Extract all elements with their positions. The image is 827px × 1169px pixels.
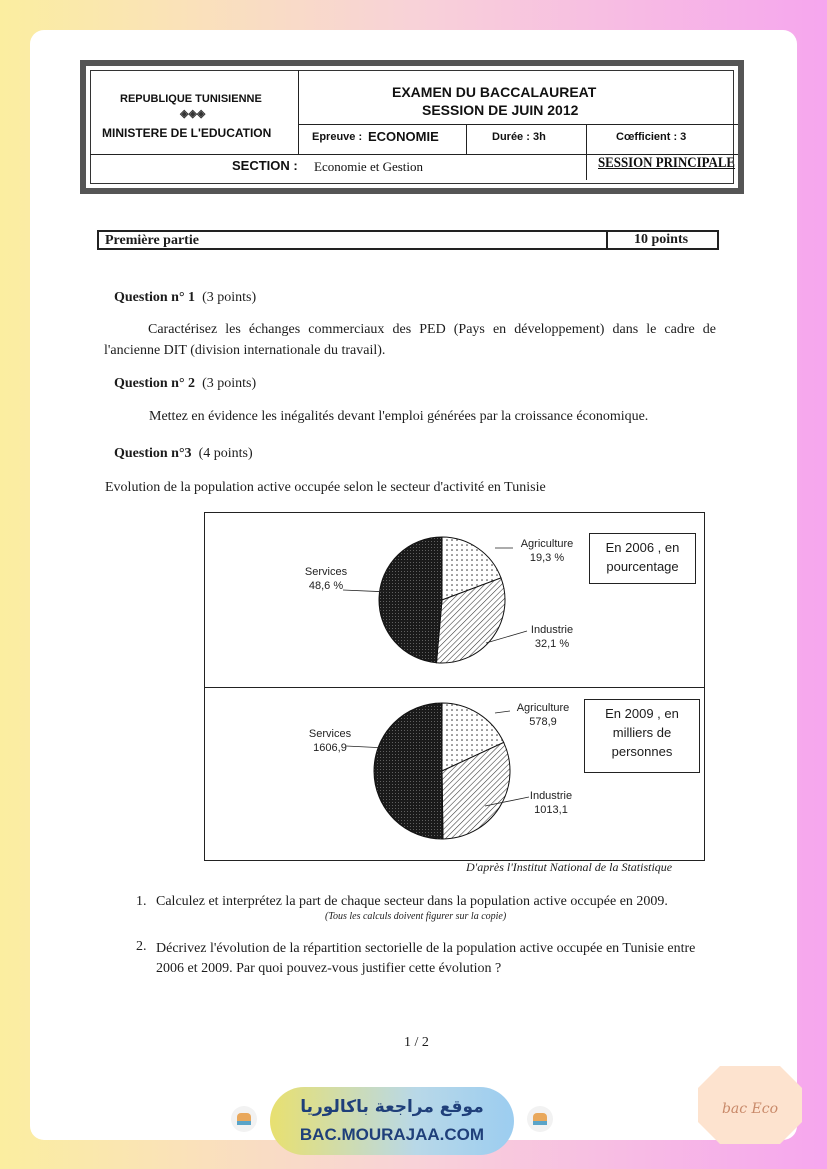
epreuve-label: Epreuve : <box>312 131 363 143</box>
question-1-text: Caractérisez les échanges commerciaux des PED (Pays en développement) dans le cadre de l'ancienne DIT (division internationale du travail). <box>104 322 716 358</box>
label-2006-industrie: Industrie 32,1 % <box>530 624 574 650</box>
pie-2009-slice-services <box>374 703 443 839</box>
session-title: SESSION DE JUIN 2012 <box>422 102 579 118</box>
legend-2009: En 2009 , en milliers de personnes <box>584 699 700 773</box>
pie-2006 <box>379 537 505 663</box>
question-1-label: Question n° 1 <box>114 290 196 305</box>
question-2-heading <box>114 376 256 392</box>
question-3-label: Question n°3 <box>114 446 192 461</box>
item-1-text: Calculez et interprétez la part de chaque secteur dans la population active occupée en 2009. <box>156 894 668 909</box>
question-3-points: (4 points) <box>198 446 253 461</box>
question-1-points: (3 points) <box>202 290 257 305</box>
footer-arabic: موقع مراجعة باكالوريا <box>300 1097 484 1117</box>
label-2009-services: Services 1606,9 <box>308 728 352 754</box>
republic-label: REPUBLIQUE TUNISIENNE <box>120 93 262 105</box>
ministry-label: MINISTERE DE L'EDUCATION <box>102 126 272 140</box>
part-title: Première partie <box>105 233 199 248</box>
chart-source: D'après l'Institut National de la Statistique <box>466 860 673 874</box>
item-1-note: (Tous les calculs doivent figurer sur la copie) <box>325 911 507 922</box>
epreuve-value: ECONOMIE <box>368 129 439 144</box>
pie-charts-figure <box>204 512 705 861</box>
footer-site: BAC.MOURAJAA.COM <box>299 1125 485 1144</box>
item-1-number: 1. <box>136 894 147 909</box>
pie-2006-slice-services <box>379 537 442 663</box>
item-2-number: 2. <box>136 939 147 954</box>
question-3-intro: Evolution de la population active occupée selon le secteur d'activité en Tunisie <box>105 480 546 495</box>
session-type: SESSION PRINCIPALE <box>598 155 736 171</box>
exam-title: EXAMEN DU BACCALAUREAT <box>392 84 597 100</box>
footer-logo-right <box>527 1106 553 1132</box>
legend-2006: En 2006 , en pourcentage <box>589 533 696 584</box>
footer-logo-left <box>231 1106 257 1132</box>
section-value: Economie et Gestion <box>314 159 424 174</box>
section-label: SECTION : <box>232 158 298 173</box>
page-number: 1 / 2 <box>404 1035 429 1050</box>
label-2006-services: Services 48,6 % <box>304 566 348 592</box>
pie-2009 <box>374 703 510 839</box>
question-2-text: Mettez en évidence les inégalités devant l'emploi générées par la croissance économique. <box>149 409 649 424</box>
question-1-heading <box>114 290 256 306</box>
question-2-label: Question n° 2 <box>114 376 196 391</box>
ornament: ◈◈◈ <box>180 108 206 120</box>
part-points: 10 points <box>634 232 689 247</box>
duration: Durée : 3h <box>492 131 546 143</box>
bac-eco-badge <box>698 1066 802 1144</box>
label-2006-agriculture: Agriculture 19,3 % <box>520 538 574 564</box>
badge-text: bac Eco <box>721 1101 779 1117</box>
part-header <box>97 230 719 250</box>
item-2-text: Décrivez l'évolution de la répartition sectorielle de la population active occupée en Tunisie entre 2006 et 2009. Par quoi pouvez-vous justifier cette évolution ? <box>156 941 696 976</box>
question-3-heading <box>114 446 253 462</box>
exam-header <box>80 60 744 194</box>
footer-banner[interactable] <box>270 1087 514 1155</box>
label-2009-industrie: Industrie 1013,1 <box>529 790 573 816</box>
label-2009-agriculture: Agriculture 578,9 <box>516 702 570 728</box>
question-2-points: (3 points) <box>202 376 257 391</box>
coefficient: Cœfficient : 3 <box>616 131 687 143</box>
